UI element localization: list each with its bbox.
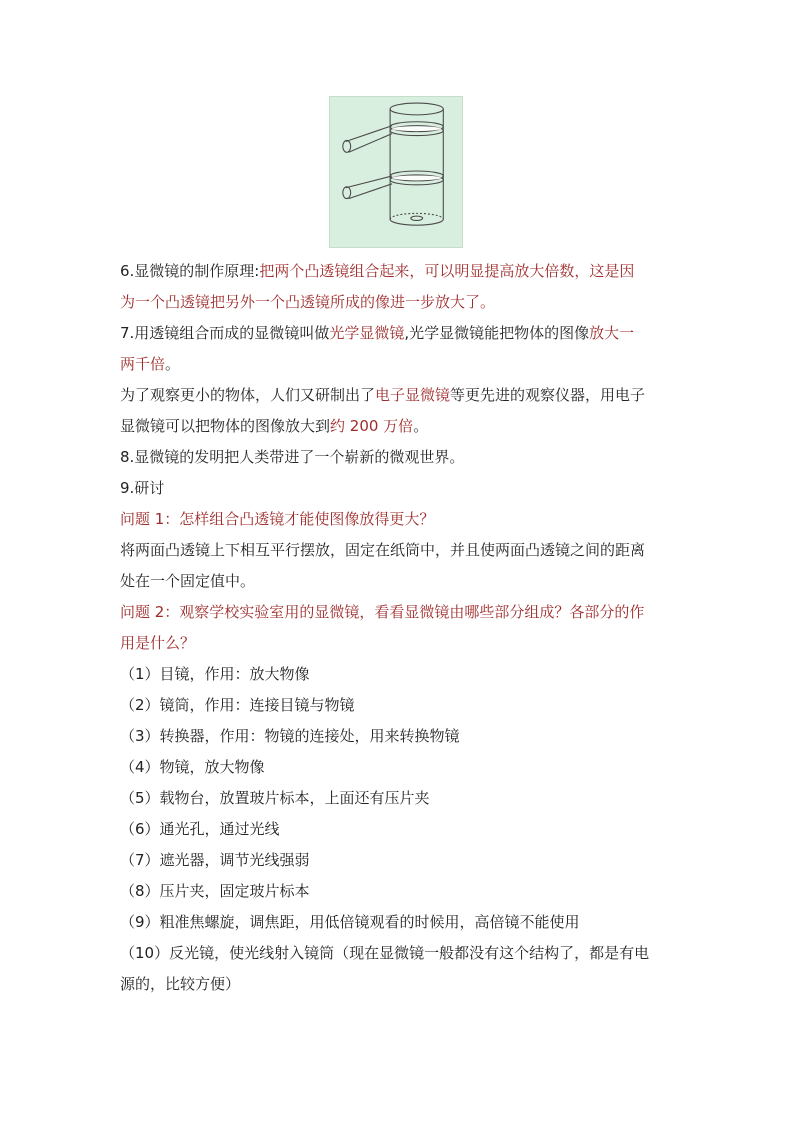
part-item: （5）载物台，放置玻片标本，上面还有压片夹 [120,789,430,807]
p8: 8.显微镜的发明把人类带进了一个崭新的微观世界。 [120,448,465,466]
p7-f: 。 [165,355,181,373]
question-1: 问题 1：怎样组合凸透镜才能使图像放得更大？ [120,510,435,528]
part-item: （9）粗准焦螺旋，调焦距，用低倍镜观看的时候用，高倍镜不能使用 [120,913,580,931]
part-item: （2）镜筒，作用：连接目镜与物镜 [120,696,355,714]
p6-line2: 为一个凸透镜把另外一个凸透镜所成的像进一步放大了。 [120,293,496,311]
part-item: （6）通光孔，通过光线 [120,820,280,838]
lens-tube-figure [329,96,463,248]
question-2-line2: 用是什么？ [120,634,196,652]
p7-b: 光学显微镜 [329,324,405,342]
electron-b: 电子显微镜 [375,386,451,404]
p7-d: 放大一 [589,324,635,342]
p7-c: ,光学显微镜能把物体的图像 [404,324,590,342]
part-item: （3）转换器，作用：物镜的连接处，用来转换物镜 [120,727,460,745]
document-body [120,256,680,1000]
electron-line2 [120,411,680,442]
part-item: （1）目镜，作用：放大物像 [120,665,310,683]
electron-a: 为了观察更小的物体，人们又研制出了 [120,386,376,404]
part-10-line1: （10）反光镜，使光线射入镜筒（现在显微镜一般都没有这个结构了，都是有电 [120,944,650,962]
p7-a: 7.用透镜组合而成的显微镜叫做 [120,324,330,342]
p6-red-1: 把两个凸透镜组合起来，可以明显提高放大倍数，这是因 [259,262,635,280]
electron-line1 [120,380,680,411]
p7-line2 [120,349,680,380]
electron-e: 约 200 万倍 [330,417,414,435]
question-2-line1: 问题 2：观察学校实验室用的显微镜，看看显微镜由哪些部分组成？各部分的作 [120,603,645,621]
p6-prefix: 6.显微镜的制作原理: [120,262,260,280]
part-item: （8）压片夹，固定玻片标本 [120,882,310,900]
p9-heading: 9.研讨 [120,479,165,497]
part-item: （7）遮光器，调节光线强弱 [120,851,310,869]
p6-line1 [120,256,680,287]
part-10-line2: 源的，比较方便） [120,975,241,993]
p7-e: 两千倍 [120,355,166,373]
electron-c: 等更先进的观察仪器，用电子 [450,386,646,404]
electron-d: 显微镜可以把物体的图像放大到 [120,417,331,435]
answer-1-line1: 将两面凸透镜上下相互平行摆放，固定在纸筒中，并且使两面凸透镜之间的距离 [120,541,646,559]
part-item: （4）物镜，放大物像 [120,758,265,776]
lens-tube-icon [330,97,462,247]
answer-1-line2: 处在一个固定值中。 [120,572,256,590]
p7-line1 [120,318,680,349]
electron-f: 。 [413,417,429,435]
